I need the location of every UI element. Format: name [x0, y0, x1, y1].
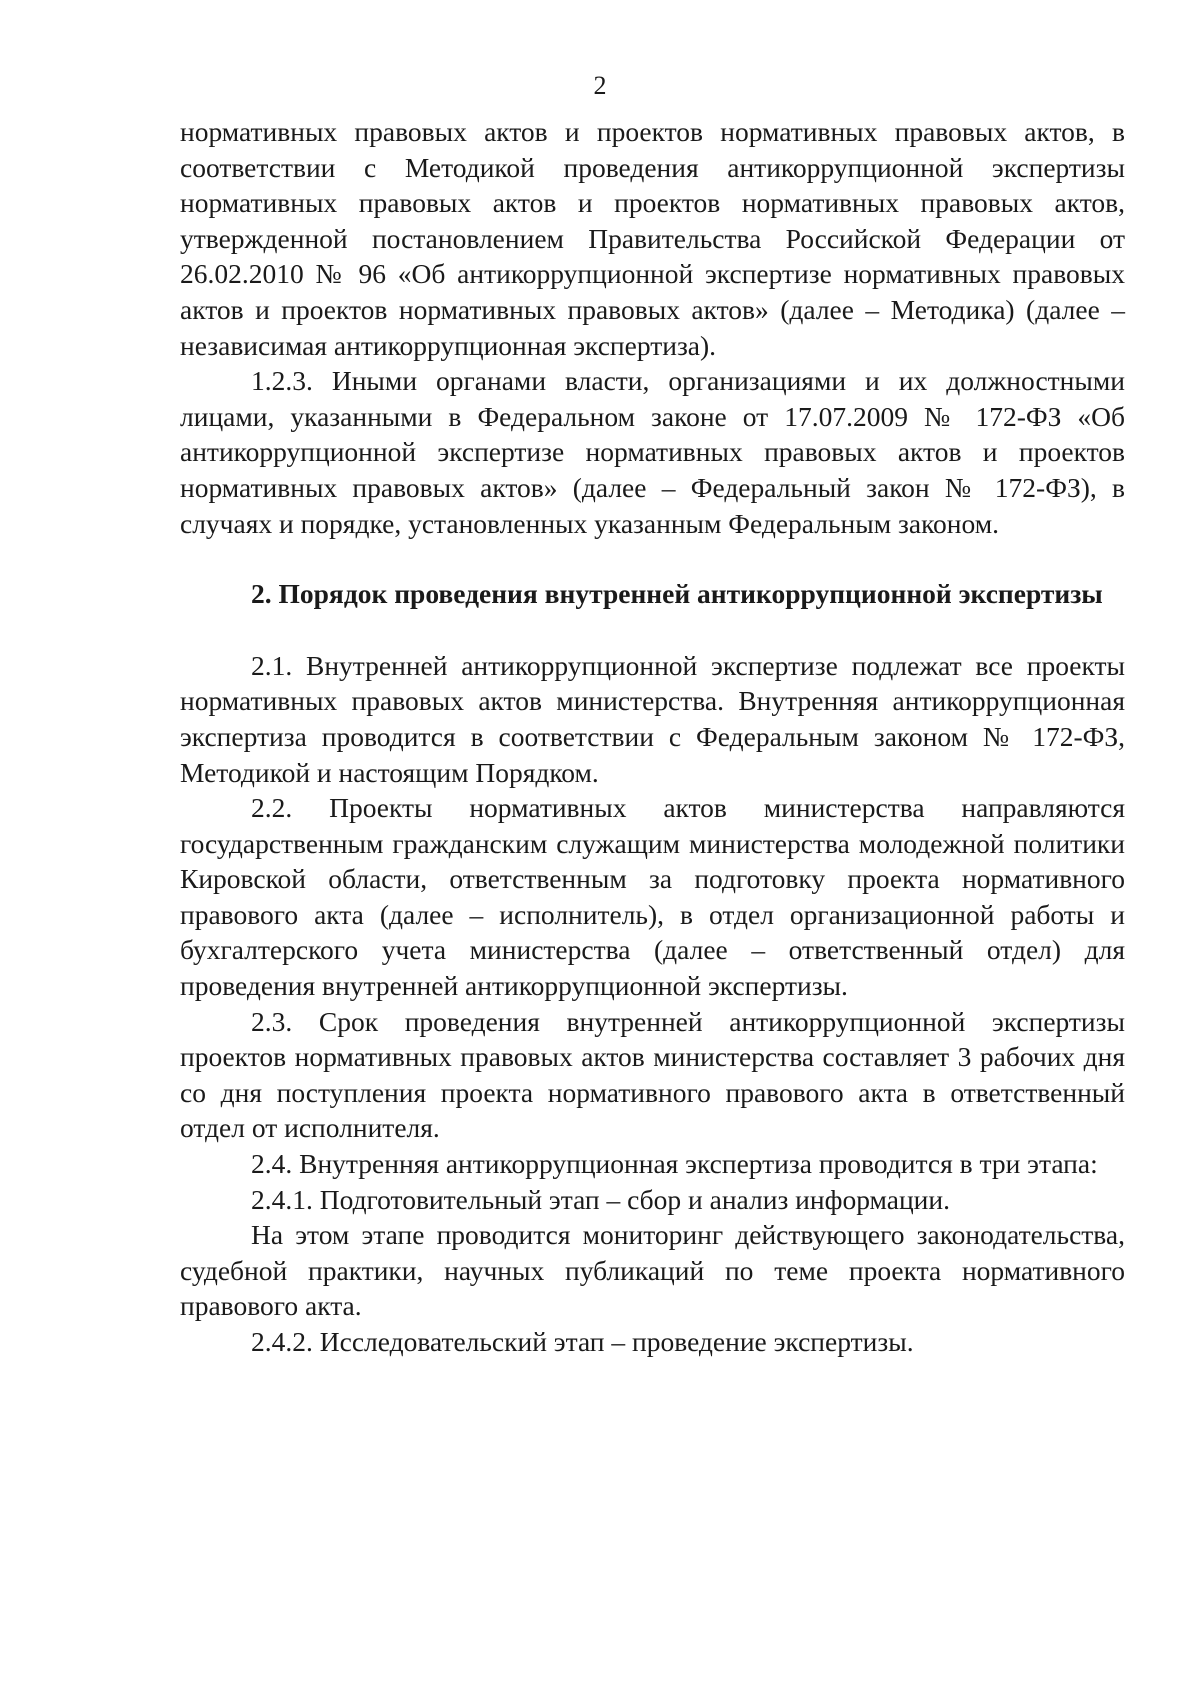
paragraph-2-4-2: 2.4.2. Исследовательский этап – проведение экспертизы. — [251, 1326, 914, 1357]
paragraph-monitoring: На этом этапе проводится мониторинг действующего законодательства, судебной практики, научных публикаций по теме проекта нормативного правового акта. — [180, 1219, 1125, 1322]
paragraph-continuation: нормативных правовых актов и проектов нормативных правовых актов, в соответствии с Методикой проведения антикоррупционной экспертизы нормативных правовых актов и проектов нормативных правовых актов, утвержденной постановлением Правительства Российской Федерации от 26.02.2010 № 96 «Об антикоррупционной экспертизе нормативных правовых актов и проектов нормативных правовых актов» (далее – Методика) (далее – независимая антикоррупционная экспертиза). — [180, 116, 1125, 361]
paragraph-2-1: 2.1. Внутренней антикоррупционной экспертизе подлежат все проекты нормативных правовых актов министерства. Внутренняя антикоррупционная экспертиза проводится в соответствии с Федеральным законом № 172-ФЗ, Методикой и настоящим Порядком. — [180, 649, 1125, 788]
paragraph-2-4-1: 2.4.1. Подготовительный этап – сбор и анализ информации. — [251, 1183, 950, 1215]
paragraph-2-4: 2.4. Внутренняя антикоррупционная экспертиза проводится в три этапа: — [251, 1148, 1098, 1180]
page-number: 2 — [593, 71, 607, 100]
paragraph-1-2-3: 1.2.3. Иными органами власти, организациями и их должностными лицами, указанными в Федеральном законе от 17.07.2009 № 172-ФЗ «Об антикоррупционной экспертизе нормативных правовых актов и проектов нормативных правовых актов» (далее – Федеральный закон № 172-ФЗ), в случаях и порядке, установленных указанным Федеральным законом. — [180, 365, 1125, 539]
section-heading: 2. Порядок проведения внутренней антикоррупционной экспертизы — [251, 578, 1103, 610]
paragraph-2-2: 2.2. Проекты нормативных актов министерства направляются государственным гражданским служащим министерства молодежной политики Кировской области, ответственным за подготовку проекта нормативного правового акта (далее – исполнитель), в отдел организационной работы и бухгалтерского учета министерства (далее – ответственный отдел) для проведения внутренней антикоррупционной экспертизы. — [180, 792, 1125, 1002]
paragraph-2-3: 2.3. Срок проведения внутренней антикоррупционной экспертизы проектов нормативных правовых актов министерства составляет 3 рабочих дня со дня поступления проекта нормативного правового акта в ответственный отдел от исполнителя. — [180, 1005, 1125, 1144]
document-body — [180, 114, 1125, 1360]
